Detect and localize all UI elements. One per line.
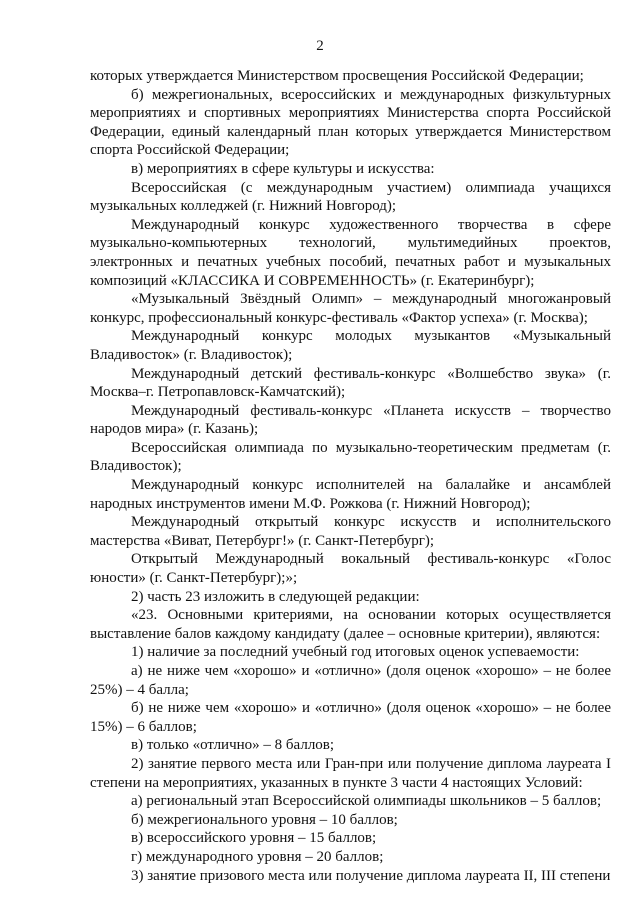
paragraph: 2) занятие первого места или Гран-при или получение диплома лауреата I степени на мероприятиях, указанных в пункте 3 части 4 настоящих Условий: — [90, 755, 611, 791]
paragraph: «23. Основными критериями, на основании которых осуществляется выставление балов каждому кандидату (далее – основные критерии), являются: — [90, 607, 611, 642]
paragraph: Международный открытый конкурс искусств и исполнительского мастерства «Виват, Петербург!» (г. Санкт-Петербург); — [90, 514, 611, 549]
paragraph: Открытый Международный вокальный фестиваль-конкурс «Голос юности» (г. Санкт-Петербург);»; — [90, 551, 611, 587]
paragraph: а) региональный этап Всероссийской олимпиады школьников – 5 баллов; — [131, 793, 602, 810]
document-body — [90, 67, 611, 885]
paragraph: б) межрегиональных, всероссийских и международных физкультурных мероприятиях и спортивных мероприятиях Министерства спорта Российской Федерации, единый календарный план которых утверждается Министерством спорта Российской Федерации; — [90, 86, 611, 159]
paragraph: 3) занятие призового места или получение диплома лауреата II, III степени — [131, 867, 611, 884]
paragraph: Международный конкурс художественного творчества в сфере музыкально-компьютерных технологий, мультимедийных проектов, электронных и печатных учебных пособий, печатных работ и музыкальных композиций «КЛАССИКА И СОВРЕМЕННОСТЬ» (г. Екатеринбург); — [90, 216, 611, 289]
paragraph: которых утверждается Министерством просвещения Российской Федерации; — [90, 68, 584, 84]
paragraph: б) межрегионального уровня – 10 баллов; — [131, 811, 398, 828]
paragraph: Всероссийская олимпиада по музыкально-теоретическим предметам (г. Владивосток); — [90, 439, 611, 475]
paragraph: в) мероприятиях в сфере культуры и искусства: — [131, 160, 435, 177]
paragraph: в) всероссийского уровня – 15 баллов; — [131, 830, 377, 847]
paragraph: а) не ниже чем «хорошо» и «отлично» (доля оценок «хорошо» – не более 25%) – 4 балла; — [90, 663, 611, 698]
paragraph: Всероссийская (с международным участием) олимпиада учащихся музыкальных колледжей (г. Нижний Новгород); — [90, 179, 611, 215]
paragraph: Международный детский фестиваль-конкурс «Волшебство звука» (г. Москва–г. Петропавловск-Камчатский); — [90, 365, 611, 401]
paragraph: б) не ниже чем «хорошо» и «отлично» (доля оценок «хорошо» – не более 15%) – 6 баллов; — [90, 700, 611, 735]
paragraph: в) только «отлично» – 8 баллов; — [131, 737, 335, 754]
paragraph: г) международного уровня – 20 баллов; — [131, 848, 384, 865]
paragraph: Международный конкурс молодых музыкантов «Музыкальный Владивосток» (г. Владивосток); — [90, 328, 611, 363]
paragraph: 2) часть 23 изложить в следующей редакции: — [131, 588, 420, 605]
paragraph: Международный фестиваль-конкурс «Планета искусств – творчество народов мира» (г. Казань); — [90, 402, 611, 438]
page-number: 2 — [316, 38, 324, 54]
paragraph: Международный конкурс исполнителей на балалайке и ансамблей народных инструментов имени М.Ф. Рожкова (г. Нижний Новгород); — [90, 477, 611, 512]
paragraph: 1) наличие за последний учебный год итоговых оценок успеваемости: — [131, 644, 580, 661]
paragraph: «Музыкальный Звёздный Олимп» – международный многожанровый конкурс, профессиональный конкурс-фестиваль «Фактор успеха» (г. Москва); — [90, 291, 611, 326]
